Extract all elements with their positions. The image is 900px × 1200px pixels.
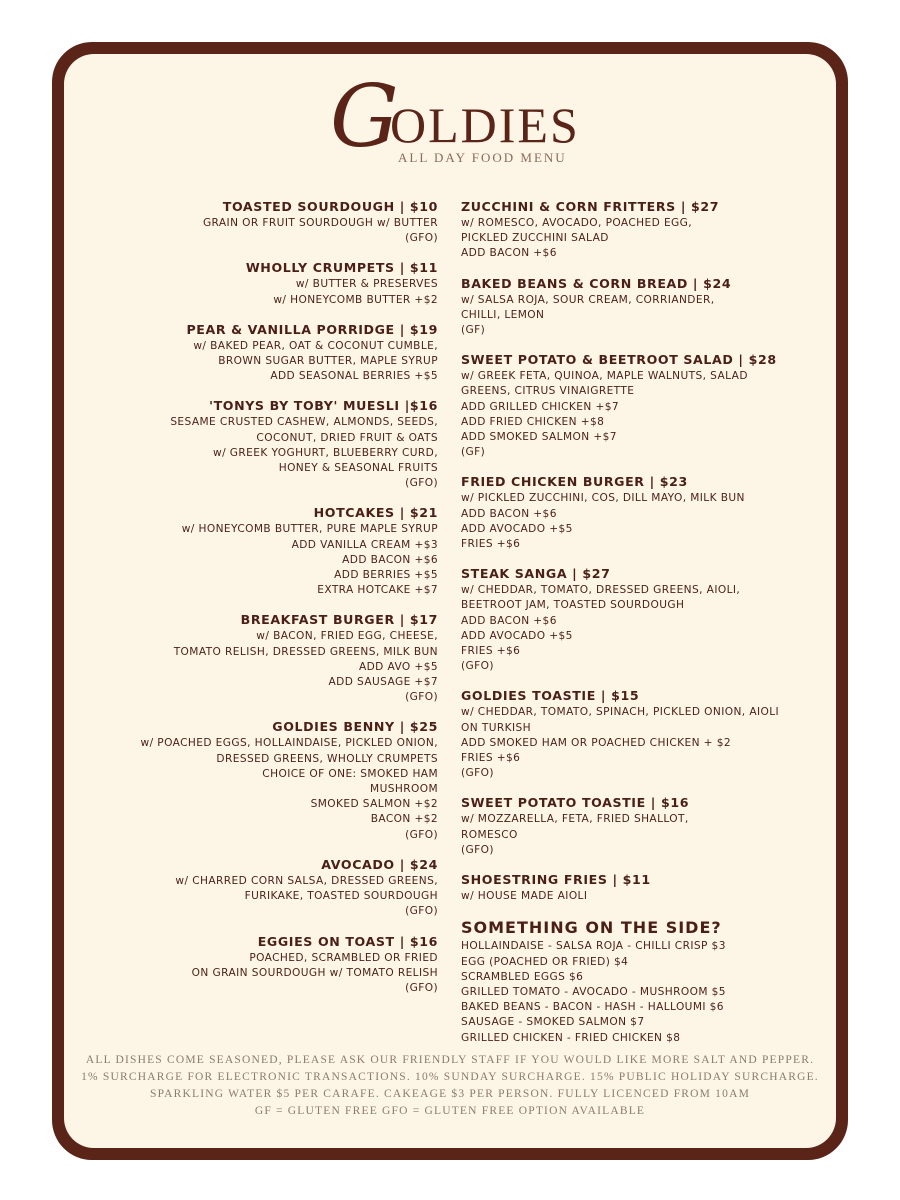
menu-item xyxy=(461,871,821,904)
menu-item xyxy=(461,351,821,460)
menu-item-title: TOASTED SOURDOUGH | $10 xyxy=(222,199,438,214)
menu-item-description: ADD FRIED CHICKEN +$8 xyxy=(461,415,605,428)
menu-item-description: ON TURKISH xyxy=(461,721,531,734)
menu-item xyxy=(461,473,821,552)
menu-item-description: FRIES +$6 xyxy=(461,538,521,551)
menu-item-description: FURIKAKE, TOASTED SOURDOUGH xyxy=(244,890,438,903)
menu-item-description: (GF) xyxy=(461,446,486,459)
menu-item xyxy=(461,565,821,674)
menu-item-description: w/ MOZZARELLA, FETA, FRIED SHALLOT, xyxy=(461,813,689,826)
menu-item-title: FRIED CHICKEN BURGER | $23 xyxy=(461,474,688,490)
menu-item-description: (GFO) xyxy=(405,232,438,245)
menu-item-title: GOLDIES TOASTIE | $15 xyxy=(461,688,640,704)
menu-item-description: ADD BACON +$6 xyxy=(461,247,557,260)
menu-item-description: EXTRA HOTCAKE +$7 xyxy=(317,584,438,597)
menu-item-description: FRIES +$6 xyxy=(461,752,521,765)
menu-item-description: w/ GREEK FETA, QUINOA, MAPLE WALNUTS, SALAD xyxy=(461,370,748,383)
menu-item-description: ON GRAIN SOURDOUGH w/ TOMATO RELISH xyxy=(191,966,438,979)
menu-item xyxy=(100,611,438,705)
menu-item-description: ADD SMOKED SALMON +$7 xyxy=(461,431,617,444)
menu-item-description: (GFO) xyxy=(461,767,494,780)
footer-note: GF = GLUTEN FREE GFO = GLUTEN FREE OPTION AVAILABLE xyxy=(254,1105,646,1117)
menu-item-description: ADD AVO +$5 xyxy=(358,660,438,673)
side-item: SAUSAGE - SMOKED SALMON $7 xyxy=(461,1016,645,1029)
menu-item-description: ADD BACON +$6 xyxy=(461,614,557,627)
menu-item-description: (GFO) xyxy=(461,660,494,673)
menu-item-description: HONEY & SEASONAL FRUITS xyxy=(278,462,438,475)
menu-item-description: (GF) xyxy=(461,324,486,337)
menu-item-description: ADD SAUSAGE +$7 xyxy=(328,676,438,689)
menu-item-description: w/ CHEDDAR, TOMATO, SPINACH, PICKLED ONION, AIOLI xyxy=(461,706,780,719)
menu-item xyxy=(100,856,438,920)
menu-item-description: w/ SALSA ROJA, SOUR CREAM, CORRIANDER, xyxy=(461,293,715,306)
menu-item-title: EGGIES ON TOAST | $16 xyxy=(257,933,438,949)
logo-wordmark: OLDIES xyxy=(390,97,580,153)
menu-item-description: PICKLED ZUCCHINI SALAD xyxy=(461,232,609,245)
menu-item-title: 'TONYS BY TOBY' MUESLI |$16 xyxy=(209,398,438,414)
menu-item-description: CHILLI, LEMON xyxy=(461,308,545,321)
menu-item-description: COCONUT, DRIED FRUIT & OATS xyxy=(256,431,438,444)
menu-item-description: (GFO) xyxy=(405,828,438,841)
side-item: EGG (POACHED OR FRIED) $4 xyxy=(461,955,629,968)
menu-item-description: ADD AVOCADO +$5 xyxy=(461,522,573,535)
menu-item-description: BEETROOT JAM, TOASTED SOURDOUGH xyxy=(461,599,685,612)
menu-item xyxy=(100,259,438,307)
menu-footer-notes xyxy=(66,1052,834,1120)
menu-item xyxy=(461,198,821,262)
menu-item xyxy=(100,321,438,385)
menu-item-description: (GFO) xyxy=(405,905,438,918)
menu-item-description: (GFO) xyxy=(405,691,438,704)
menu-item-description: GRAIN OR FRUIT SOURDOUGH w/ BUTTER xyxy=(202,217,438,229)
side-item: BAKED BEANS - BACON - HASH - HALLOUMI $6 xyxy=(461,1001,724,1014)
footer-note: ALL DISHES COME SEASONED, PLEASE ASK OUR FRIENDLY STAFF IF YOU WOULD LIKE MORE SALT AND PEPPER. xyxy=(85,1054,815,1066)
menu-item-description: w/ CHEDDAR, TOMATO, DRESSED GREENS, AIOLI, xyxy=(461,584,741,597)
menu-item-title: SHOESTRING FRIES | $11 xyxy=(461,872,651,888)
menu-item-description: ADD VANILLA CREAM +$3 xyxy=(291,538,438,551)
menu-item-title: BAKED BEANS & CORN BREAD | $24 xyxy=(461,275,732,291)
menu-item-description: ADD BACON +$6 xyxy=(461,507,557,520)
sides-heading: SOMETHING ON THE SIDE? xyxy=(461,918,722,938)
footer-note: 1% SURCHARGE FOR ELECTRONIC TRANSACTIONS. 10% SUNDAY SURCHARGE. 15% PUBLIC HOLIDAY SURCHARGE. xyxy=(81,1071,819,1083)
menu-item-description: w/ PICKLED ZUCCHINI, COS, DILL MAYO, MILK BUN xyxy=(461,492,745,505)
menu-item-title: PEAR & VANILLA PORRIDGE | $19 xyxy=(186,321,438,337)
menu-item-title: HOTCAKES | $21 xyxy=(313,505,438,521)
side-item: GRILLED TOMATO - AVOCADO - MUSHROOM $5 xyxy=(461,985,726,998)
menu-item-description: SESAME CRUSTED CASHEW, ALMONDS, SEEDS, xyxy=(170,416,438,429)
menu-item xyxy=(100,933,438,997)
menu-item xyxy=(461,687,821,781)
menu-item-title: GOLDIES BENNY | $25 xyxy=(272,719,438,735)
menu-item-description: ADD BERRIES +$5 xyxy=(334,569,438,582)
menu-item-title: WHOLLY CRUMPETS | $11 xyxy=(245,260,438,276)
menu-item-title: AVOCADO | $24 xyxy=(321,856,438,872)
menu-item-description: SMOKED SALMON +$2 xyxy=(310,798,438,811)
menu-item-description: ADD SEASONAL BERRIES +$5 xyxy=(270,370,438,383)
side-item: GRILLED CHICKEN - FRIED CHICKEN $8 xyxy=(461,1031,681,1044)
menu-item-description: GREENS, CITRUS VINAIGRETTE xyxy=(461,385,635,398)
menu-item-description: (GFO) xyxy=(461,843,494,856)
menu-item-description: w/ CHARRED CORN SALSA, DRESSED GREENS, xyxy=(175,874,438,887)
menu-item-description: BROWN SUGAR BUTTER, MAPLE SYRUP xyxy=(218,355,438,368)
menu-item xyxy=(100,198,438,246)
menu-item-description: (GFO) xyxy=(405,981,438,994)
menu-item-description: w/ HOUSE MADE AIOLI xyxy=(461,890,588,903)
menu-item-description: CHOICE OF ONE: SMOKED HAM xyxy=(262,767,438,780)
right-menu-items xyxy=(461,198,821,904)
menu-item-description: w/ BUTTER & PRESERVES xyxy=(295,278,438,291)
menu-item-title: SWEET POTATO TOASTIE | $16 xyxy=(461,795,690,811)
menu-item-description: (GFO) xyxy=(405,477,438,490)
menu-item-title: STEAK SANGA | $27 xyxy=(461,566,611,582)
side-item: HOLLAINDAISE - SALSA ROJA - CHILLI CRISP $3 xyxy=(461,940,726,953)
menu-item-description: MUSHROOM xyxy=(370,783,438,796)
menu-item xyxy=(100,504,438,598)
menu-item-description: w/ GREEK YOGHURT, BLUEBERRY CURD, xyxy=(213,446,438,459)
goldies-logo xyxy=(330,67,590,172)
menu-item-description: w/ HONEYCOMB BUTTER +$2 xyxy=(273,293,438,306)
menu-item-description: POACHED, SCRAMBLED OR FRIED xyxy=(249,951,438,964)
footer-note: SPARKLING WATER $5 PER CARAFE. CAKEAGE $3 PER PERSON. FULLY LICENCED FROM 10AM xyxy=(150,1088,750,1100)
menu-item xyxy=(461,275,821,339)
menu-item-title: BREAKFAST BURGER | $17 xyxy=(240,612,438,628)
menu-item-description: DRESSED GREENS, WHOLLY CRUMPETS xyxy=(216,752,438,765)
menu-item-description: ADD AVOCADO +$5 xyxy=(461,629,573,642)
menu-item-description: FRIES +$6 xyxy=(461,645,521,658)
menu-item-description: w/ ROMESCO, AVOCADO, POACHED EGG, xyxy=(461,217,693,229)
side-item: SCRAMBLED EGGS $6 xyxy=(461,970,584,983)
menu-item-description: w/ BAKED PEAR, OAT & COCONUT CUMBLE, xyxy=(193,339,438,352)
menu-item-description: ROMESCO xyxy=(461,828,518,841)
menu-item-description: w/ POACHED EGGS, HOLLAINDAISE, PICKLED ONION, xyxy=(140,737,438,750)
menu-item xyxy=(100,718,438,842)
menu-item-description: w/ BACON, FRIED EGG, CHEESE, xyxy=(256,630,438,643)
menu-item xyxy=(461,794,821,858)
left-menu-column xyxy=(100,198,438,1009)
sides-list xyxy=(461,939,821,1045)
menu-item-description: ADD SMOKED HAM OR POACHED CHICKEN + $2 xyxy=(461,736,732,749)
right-menu-column xyxy=(461,198,821,1046)
menu-item-title: ZUCCHINI & CORN FRITTERS | $27 xyxy=(461,199,720,214)
menu-item-description: ADD BACON +$6 xyxy=(342,553,438,566)
menu-item-title: SWEET POTATO & BEETROOT SALAD | $28 xyxy=(461,352,777,368)
menu-item-description: TOMATO RELISH, DRESSED GREENS, MILK BUN xyxy=(173,645,438,658)
menu-item-description: w/ HONEYCOMB BUTTER, PURE MAPLE SYRUP xyxy=(181,523,438,536)
menu-item-description: BACON +$2 xyxy=(370,813,438,826)
menu-item-description: ADD GRILLED CHICKEN +$7 xyxy=(461,400,620,413)
logo-initial: G xyxy=(330,67,399,167)
menu-item xyxy=(100,397,438,491)
menu-subtitle: ALL DAY FOOD MENU xyxy=(398,150,567,165)
